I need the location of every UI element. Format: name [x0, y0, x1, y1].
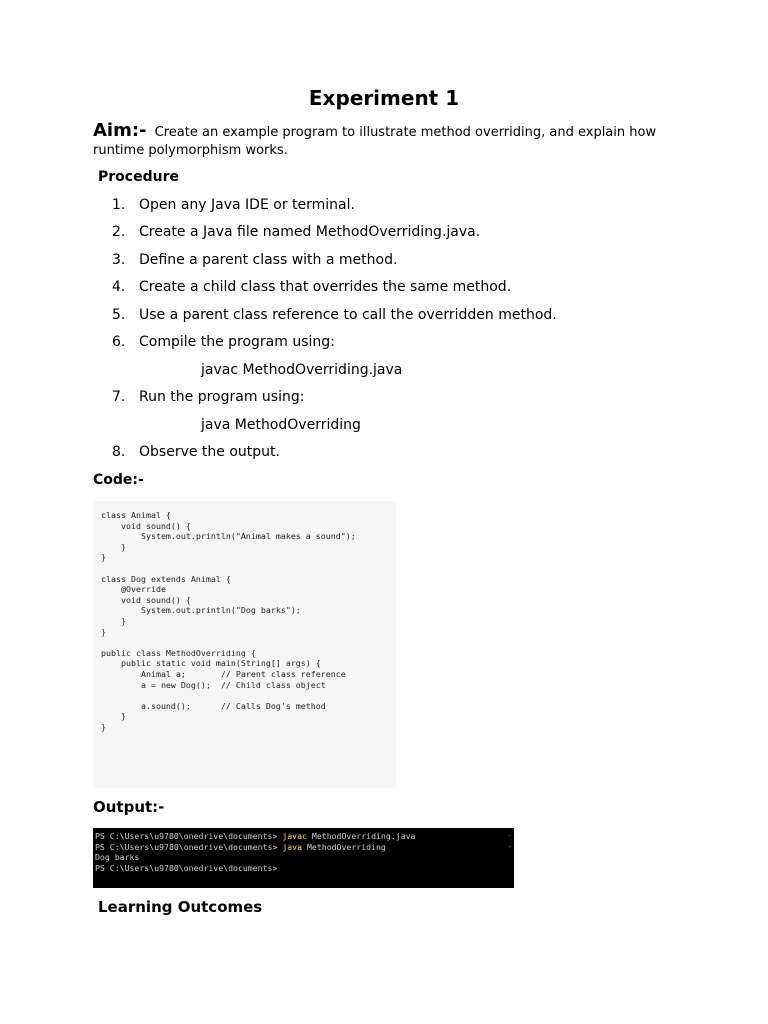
output-heading: Output:- — [93, 798, 165, 816]
procedure-step — [112, 279, 511, 295]
terminal-text — [93, 828, 514, 873]
terminal-line: Dog barks — [95, 852, 140, 863]
terminal-args: MethodOverriding.java — [306, 831, 416, 841]
learning-outcomes-heading: Learning Outcomes — [98, 898, 263, 916]
procedure-step — [112, 389, 304, 405]
procedure-step — [112, 307, 557, 323]
step-text: Create a child class that overrides the same method. — [139, 279, 512, 295]
terminal-args: MethodOverriding — [302, 841, 386, 852]
step-text: Create a Java file named MethodOverriding.java. — [139, 224, 481, 240]
step-number: 4. — [112, 279, 126, 295]
terminal-scroll-mark: - — [507, 831, 512, 840]
run-command: java MethodOverriding — [201, 417, 361, 433]
procedure-step — [112, 252, 397, 268]
step-number: 5. — [112, 307, 126, 323]
step-text: Open any Java IDE or terminal. — [139, 197, 355, 213]
aim-label: Aim:- — [93, 120, 147, 141]
compile-command: javac MethodOverriding.java — [201, 362, 403, 378]
code-heading: Code:- — [93, 472, 144, 488]
terminal-prompt: PS C:\Users\u9780\onedrive\documents> — [95, 831, 283, 841]
procedure-heading: Procedure — [98, 169, 179, 185]
step-number: 2. — [112, 224, 126, 240]
terminal-scroll-mark: - — [507, 842, 512, 851]
page-title: Experiment 1 — [308, 86, 460, 110]
terminal-output — [93, 828, 514, 888]
step-number: 7. — [112, 389, 126, 405]
terminal-prompt: PS C:\Users\u9780\onedrive\documents> — [95, 841, 283, 852]
terminal-command: java — [282, 841, 303, 852]
step-text: Run the program using: — [139, 389, 305, 405]
terminal-line: PS C:\Users\u9780\onedrive\documents> — [95, 862, 278, 873]
step-number: 3. — [112, 252, 126, 268]
procedure-step — [112, 334, 335, 350]
step-text: Use a parent class reference to call the overridden method. — [139, 307, 557, 323]
step-text: Compile the program using: — [139, 334, 335, 350]
terminal-line — [95, 842, 386, 852]
terminal-line — [95, 831, 415, 841]
procedure-step — [112, 224, 480, 240]
procedure-step — [112, 197, 355, 213]
terminal-command: javac — [282, 831, 307, 841]
step-number: 1. — [112, 197, 126, 213]
aim-paragraph — [93, 122, 673, 160]
step-text: Define a parent class with a method. — [139, 252, 398, 268]
code-source: class Animal { void sound() { System.out.println("Animal makes a sound"); } } class Dog extends Animal { @Override void sound() { System.out.println("Dog barks"); } } public class MethodOverriding { public static void main(String[] args) { Animal a; // Parent class reference a = new Dog(); // Child class object a.sound(); // Calls Dog's method } } — [101, 510, 356, 732]
procedure-step — [112, 444, 280, 460]
code-block — [93, 501, 396, 788]
step-text: Observe the output. — [139, 444, 280, 460]
aim-text: Create an example program to illustrate method overriding, and explain how runtime polymorphism works. — [93, 125, 657, 158]
step-number: 8. — [112, 444, 126, 460]
step-number: 6. — [112, 334, 126, 350]
